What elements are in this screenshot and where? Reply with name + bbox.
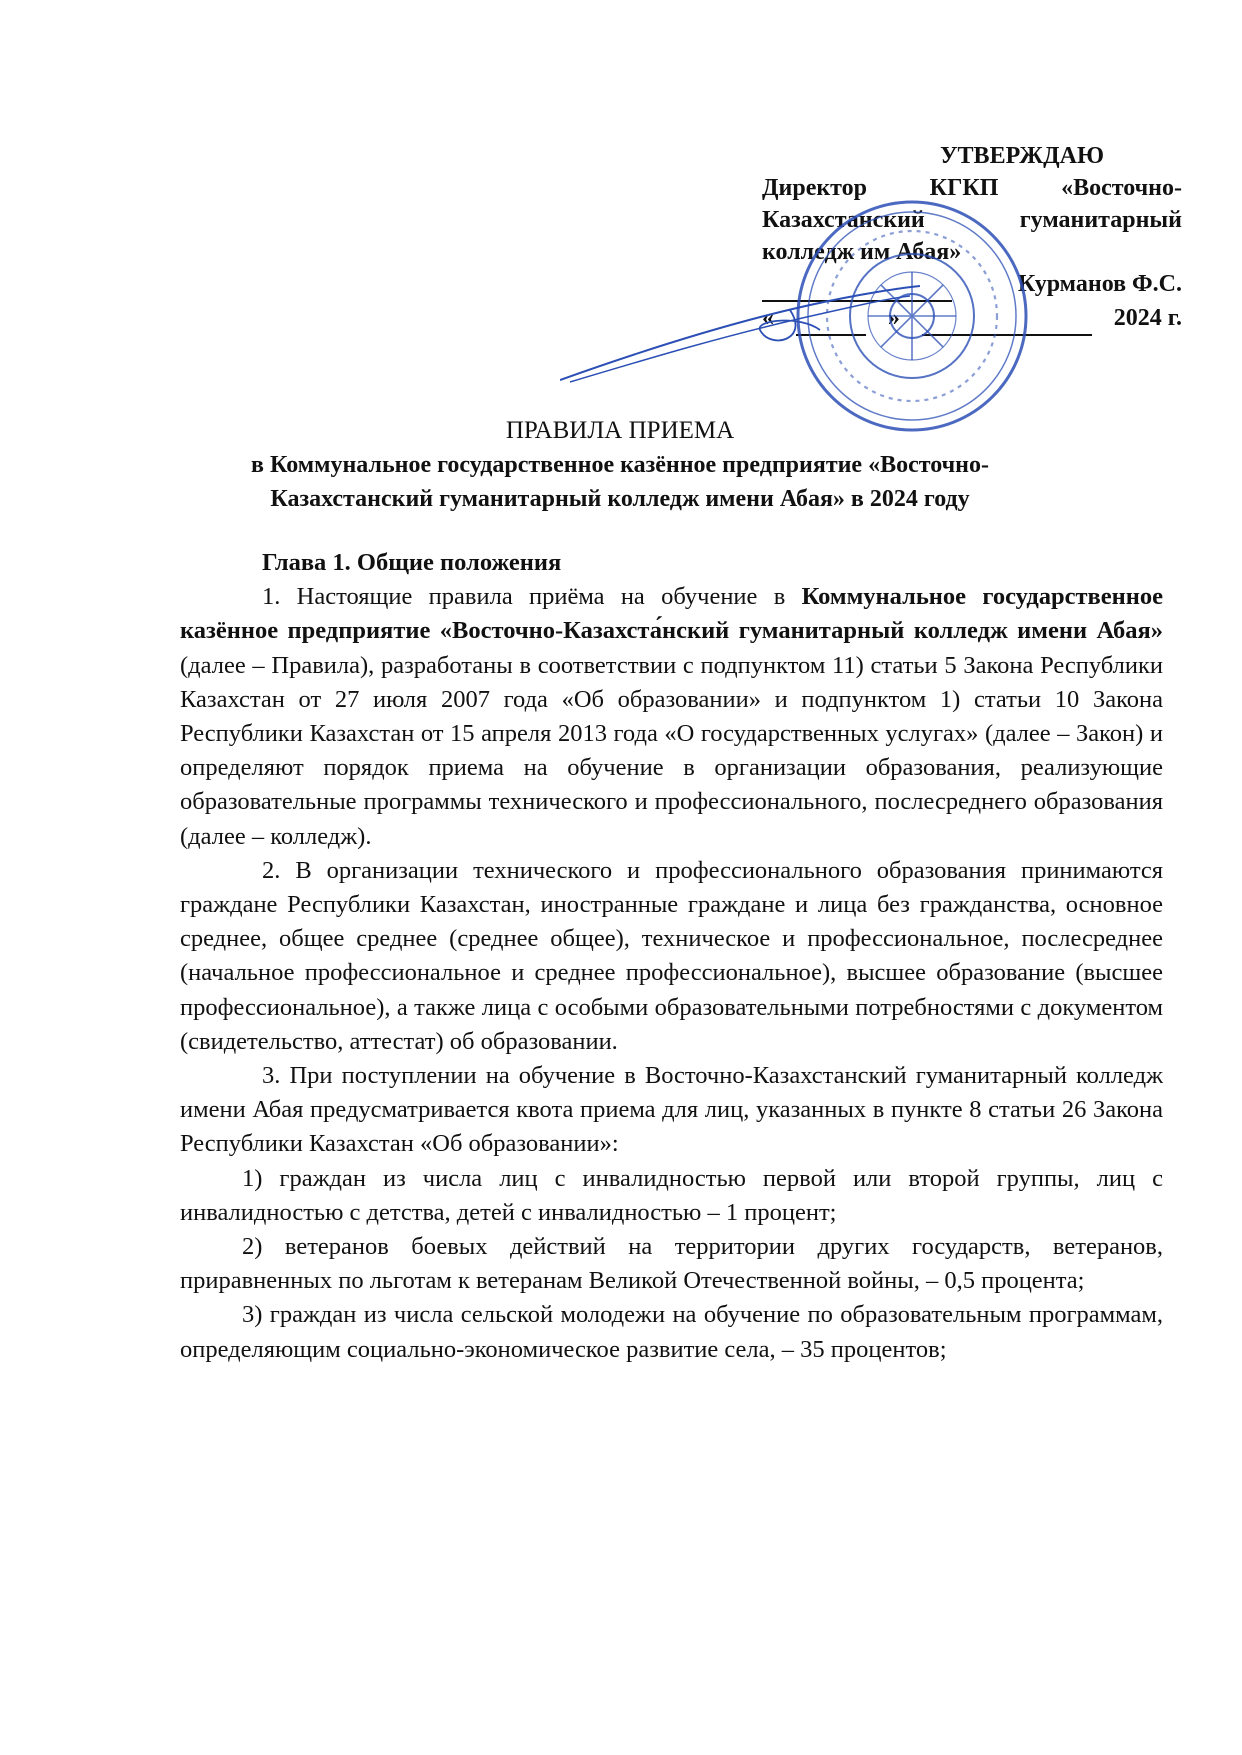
approval-heading: УТВЕРЖДАЮ bbox=[939, 143, 1104, 169]
paragraph-3: 3. При поступлении на обучение в Восточно-Казахстанский гуманитарный колледж имени Абая предусматривается квота приема для лиц, указанных в пункте 8 статьи 26 Закона Республики Казахстан «Об образовании»: bbox=[180, 1062, 1163, 1158]
official-stamp bbox=[792, 196, 1032, 436]
paragraph-1-rest: (далее – Правила), разработаны в соответствии с подпунктом 11) статьи 5 Закона Республики Казахстан от 27 июля 2007 года «Об образовании» и подпунктом 1) статьи 10 Закона Республики Казахстан от 15 апреля 2013 года «О государственных услугах» (далее – Закон) и определяют порядок приема на обучение в организации образования, реализующие образовательные программы технического и профессионального, послесреднего образования (далее – колледж). bbox=[180, 651, 1163, 850]
approval-line-2: Казахстанский гуманитарный bbox=[762, 207, 1182, 233]
paragraph-1-lead: 1. Настоящие правила приёма на обучение в bbox=[262, 583, 802, 611]
date-year: 2024 г. bbox=[1113, 305, 1182, 331]
paragraph-1 bbox=[180, 580, 1163, 854]
signer-name: Курманов Ф.С. bbox=[1017, 271, 1182, 297]
document-body bbox=[180, 546, 1163, 1367]
title-line-2: в Коммунальное государственное казённое предприятие «Восточно- bbox=[251, 452, 989, 478]
date-close-quote: » bbox=[887, 305, 900, 331]
list-item: 1) граждан из числа лиц с инвалидностью первой или второй группы, лиц с инвалидностью с детства, детей с инвалидностью – 1 процент; bbox=[180, 1164, 1163, 1226]
paragraph-1-bold: Коммунальное государственное казённое предприятие «Восточно-Казахста́нский гуманитарный колледж имени Абая» bbox=[180, 583, 1163, 645]
title-main: ПРАВИЛА ПРИЕМА bbox=[505, 417, 735, 444]
document-title bbox=[150, 414, 1090, 516]
list-item: 3) граждан из числа сельской молодежи на обучение по образовательным программам, определяющим социально-экономическое развитие села, – 35 процентов; bbox=[180, 1301, 1163, 1363]
chapter-heading: Глава 1. Общие положения bbox=[262, 549, 562, 576]
approval-line-1: Директор КГКП «Восточно- bbox=[762, 175, 1182, 201]
approval-line-3: колледж им Абая» bbox=[762, 239, 962, 265]
title-line-3: Казахстанский гуманитарный колледж имени Абая» в 2024 году bbox=[270, 486, 970, 512]
date-open-quote: « bbox=[762, 305, 774, 331]
paragraph-2: 2. В организации технического и профессионального образования принимаются граждане Республики Казахстан, иностранные граждане и лица без гражданства, основное среднее, общее среднее (среднее общее), техническое и профессиональное, послесреднее (начальное профессиональное и среднее профессиональное), высшее образование (высшее профессиональное), а также лица с особыми образовательными потребностями с документом (свидетельство, аттестат) об образовании. bbox=[180, 856, 1163, 1055]
list-item: 2) ветеранов боевых действий на территории других государств, ветеранов, приравненных по льготам к ветеранам Великой Отечественной войны, – 0,5 процента; bbox=[180, 1233, 1163, 1295]
